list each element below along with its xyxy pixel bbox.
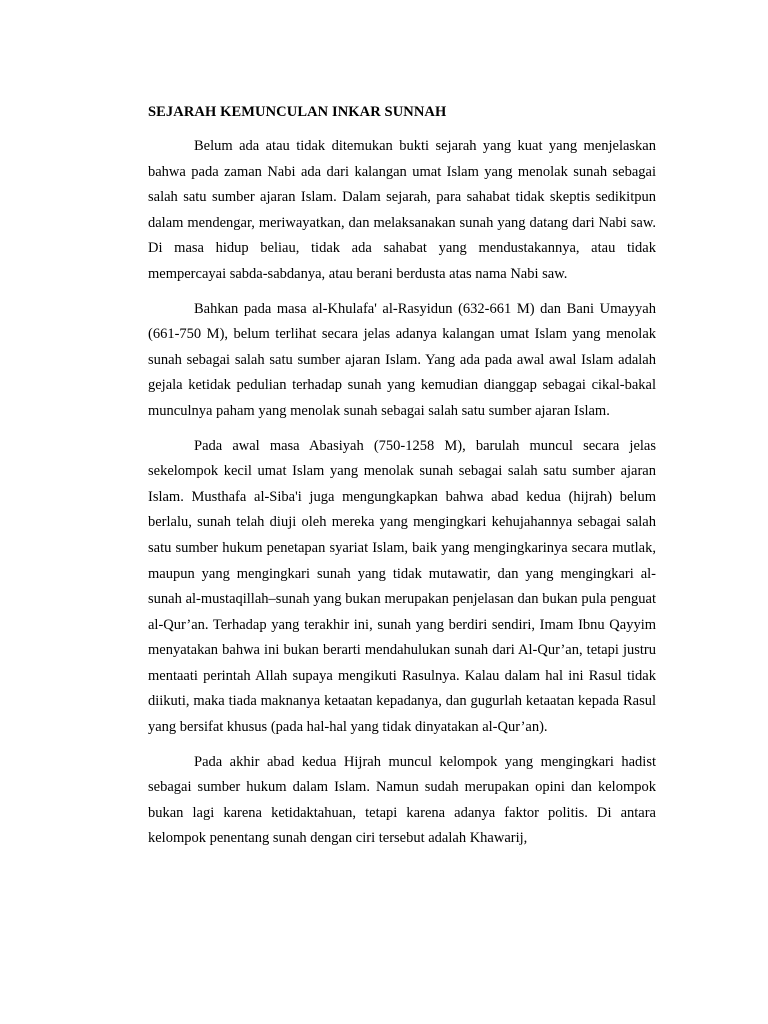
document-title: SEJARAH KEMUNCULAN INKAR SUNNAH — [148, 104, 447, 120]
paragraph-1: Belum ada atau tidak ditemukan bukti sejarah yang kuat yang menjelaskan bahwa pada zaman Nabi ada dari kalangan umat Islam yang menolak sunah sebagai salah satu sumber ajaran Islam. Dalam sejarah, para sahabat tidak skeptis sedikitpun dalam mendengar, meriwayatkan, dan melaksanakan sunah yang datang dari Nabi saw. Di masa hidup beliau, tidak ada sahabat yang mendustakannya, atau tidak mempercayai sabda-sabdanya, atau berani berdusta atas nama Nabi saw. — [148, 138, 656, 282]
paragraph-3: Pada awal masa Abasiyah (750-1258 M), barulah muncul secara jelas sekelompok kecil umat Islam yang menolak sunah sebagai salah satu sumber ajaran Islam. Musthafa al-Siba'i juga mengungkapkan bahwa abad kedua (hijrah) belum berlalu, sunah telah diuji oleh mereka yang mengingkari kehujahannya sebagai salah satu sumber hukum penetapan syariat Islam, baik yang mengingkarinya secara mutlak, maupun yang mengingkari sunah yang tidak mutawatir, dan yang mengingkari al-sunah al-mustaqillah–sunah yang bukan merupakan penjelasan dan bukan pula penguat al-Qur’an. Terhadap yang terakhir ini, sunah yang berdiri sendiri, Imam Ibnu Qayyim menyatakan bahwa ini bukan berarti mendahulukan sunah dari Al-Qur’an, tetapi justru mentaati perintah Allah supaya mengikuti Rasulnya. Kalau dalam hal ini Rasul tidak diikuti, maka tiada maknanya ketaatan kepadanya, dan gugurlah ketaatan kepada Rasul yang bersifat khusus (pada hal-hal yang tidak dinyatakan al-Qur’an). — [148, 437, 656, 736]
paragraph-4: Pada akhir abad kedua Hijrah muncul kelompok yang mengingkari hadist sebagai sumber hukum dalam Islam. Namun sudah merupakan opini dan kelompok bukan lagi karena ketidaktahuan, tetapi karena adanya faktor politis. Di antara kelompok penentang sunah dengan ciri tersebut adalah Khawarij, — [148, 753, 656, 847]
paragraph-2: Bahkan pada masa al-Khulafa' al-Rasyidun (632-661 M) dan Bani Umayyah (661-750 M), belum terlihat secara jelas adanya kalangan umat Islam yang menolak sunah sebagai salah satu sumber ajaran Islam. Yang ada pada awal awal Islam adalah gejala ketidak pedulian terhadap sunah yang kemudian dianggap sebagai cikal-bakal munculnya paham yang menolak sunah sebagai salah satu sumber ajaran Islam. — [148, 300, 656, 419]
